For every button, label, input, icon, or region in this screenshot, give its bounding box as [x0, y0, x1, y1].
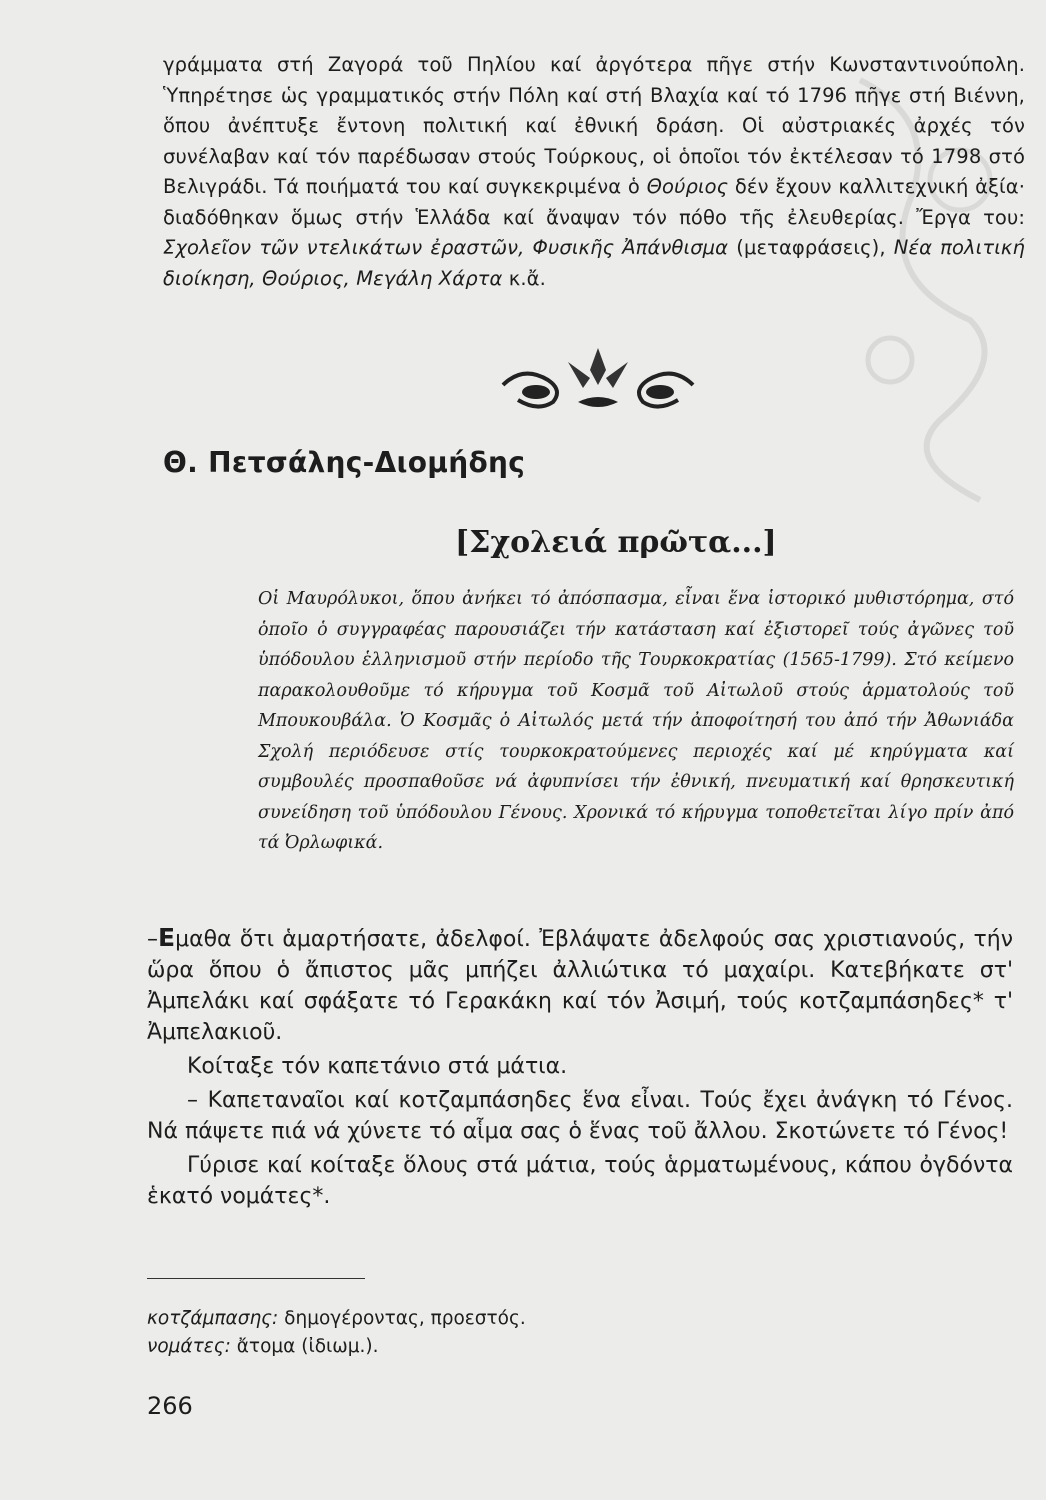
footnotes [147, 1305, 526, 1361]
paragraph: Κοίταξε τόν καπετάνιο στά μάτια. [187, 1054, 568, 1079]
excerpt-introduction: Οἱ Μαυρόλυκοι, ὅπου ἀνήκει τό ἀπόσπασμα, εἶναι ἕνα ἱστορικό μυθιστόρημα, στό ὁποῖο ὁ συγγραφέας παρουσιάζει τήν κατάσταση καί ἐξιστορεῖ τούς ἀγῶνες τοῦ ὑπόδουλου ἑλληνισμοῦ στήν περίοδο τῆς Τουρκοκρατίας (1565-1799). Στό κείμενο παρακολουθοῦμε τό κήρυγμα τοῦ Κοσμᾶ τοῦ Αἰτωλοῦ στούς ἁρματολούς τοῦ Μπουκουβάλα. Ὁ Κοσμᾶς ὁ Αἰτωλός μετά τήν ἀποφοίτησή του ἀπό τήν Ἀθωνιάδα Σχολή περιόδευσε στίς τουρκοκρατούμενες περιοχές καί μέ κηρύγματα καί συμβουλές προσπαθοῦσε νά ἀφυπνίσει τήν ἐθνική, πνευματική καί θρησκευτική συνείδηση τοῦ ὑπόδουλου Γένους. Χρονικά τό κήρυγμα τοποθετεῖται λίγο πρίν ἀπό τά Ὀρλωφικά. [258, 589, 1014, 853]
page-number: 266 [147, 1392, 193, 1420]
author-biography: γράμματα στή Ζαγορά τοῦ Πηλίου καί ἀργότερα πῆγε στήν Κωνσταντινούπολη. Ὑπηρέτησε ὡς γραμματικός στήν Πόλη καί στή Βλαχία καί τό 1796 πῆγε στή Βιέννη, ὅπου ἀνέπτυξε ἔντονη πολιτική καί ἐθνική δράση. Οἱ αὐστριακές ἀρχές τόν συνέλαβαν καί τόν παρέδωσαν στούς Τούρκους, οἱ ὁποῖοι τόν ἐκτέλεσαν τό 1798 στό Βελιγράδι. Τά ποιήματά του καί συγκεκριμένα ὁ Θούριος δέν ἔχουν καλλιτεχνική ἀξία· διαδόθηκαν ὅμως στήν Ἑλλάδα καί ἄναψαν τόν πόθο τῆς ἐλευθερίας. Ἔργα του: Σχολεῖον τῶν ντελικάτων ἐραστῶν, Φυσικῆς Ἀπάνθισμα (μεταφράσεις), Νέα πολιτική διοίκηση, Θούριος, Μεγάλη Χάρτα κ.ἄ. [163, 53, 1025, 290]
flourish-ornament-icon [478, 340, 718, 420]
footnote: νομάτες: ἄτομα (ἰδιωμ.). [147, 1336, 379, 1357]
footnote: κοτζάμπασης: δημογέροντας, προεστός. [147, 1308, 526, 1329]
author-heading: Θ. Πετσάλης-Διομήδης [163, 446, 526, 479]
paragraph: –Εμαθα ὅτι ἁμαρτήσατε, ἀδελφοί. Ἐβλάψατε ἀδελφούς σας χριστιανούς, τήν ὥρα ὅπου ὁ ἄπιστος μᾶς μπήζει ἀλλιώτικα τό μαχαίρι. Κατεβήκατε στ' Ἀμπελάκι καί σφάξατε τό Γερακάκη καί τόν Ἀσιμή, τούς κοτζαμπάσηδες* τ' Ἀμπελακιοῦ. [147, 923, 1013, 1045]
excerpt-text [147, 922, 1013, 1212]
paragraph: – Καπεταναῖοι καί κοτζαμπάσηδες ἕνα εἶναι. Τούς ἔχει ἀνάγκη τό Γένος. Νά πάψετε πιά νά χύνετε τό αἷμα σας ὁ ἕνας τοῦ ἄλλου. Σκοτώνετε τό Γένος! [147, 1088, 1013, 1144]
footnote-divider [147, 1278, 365, 1279]
excerpt-title: [Σχολειά πρῶτα...] [455, 525, 777, 560]
paragraph: Γύρισε καί κοίταξε ὅλους στά μάτια, τούς ἁρματωμένους, κάπου ὀγδόντα ἑκατό νομάτες*. [147, 1153, 1013, 1209]
